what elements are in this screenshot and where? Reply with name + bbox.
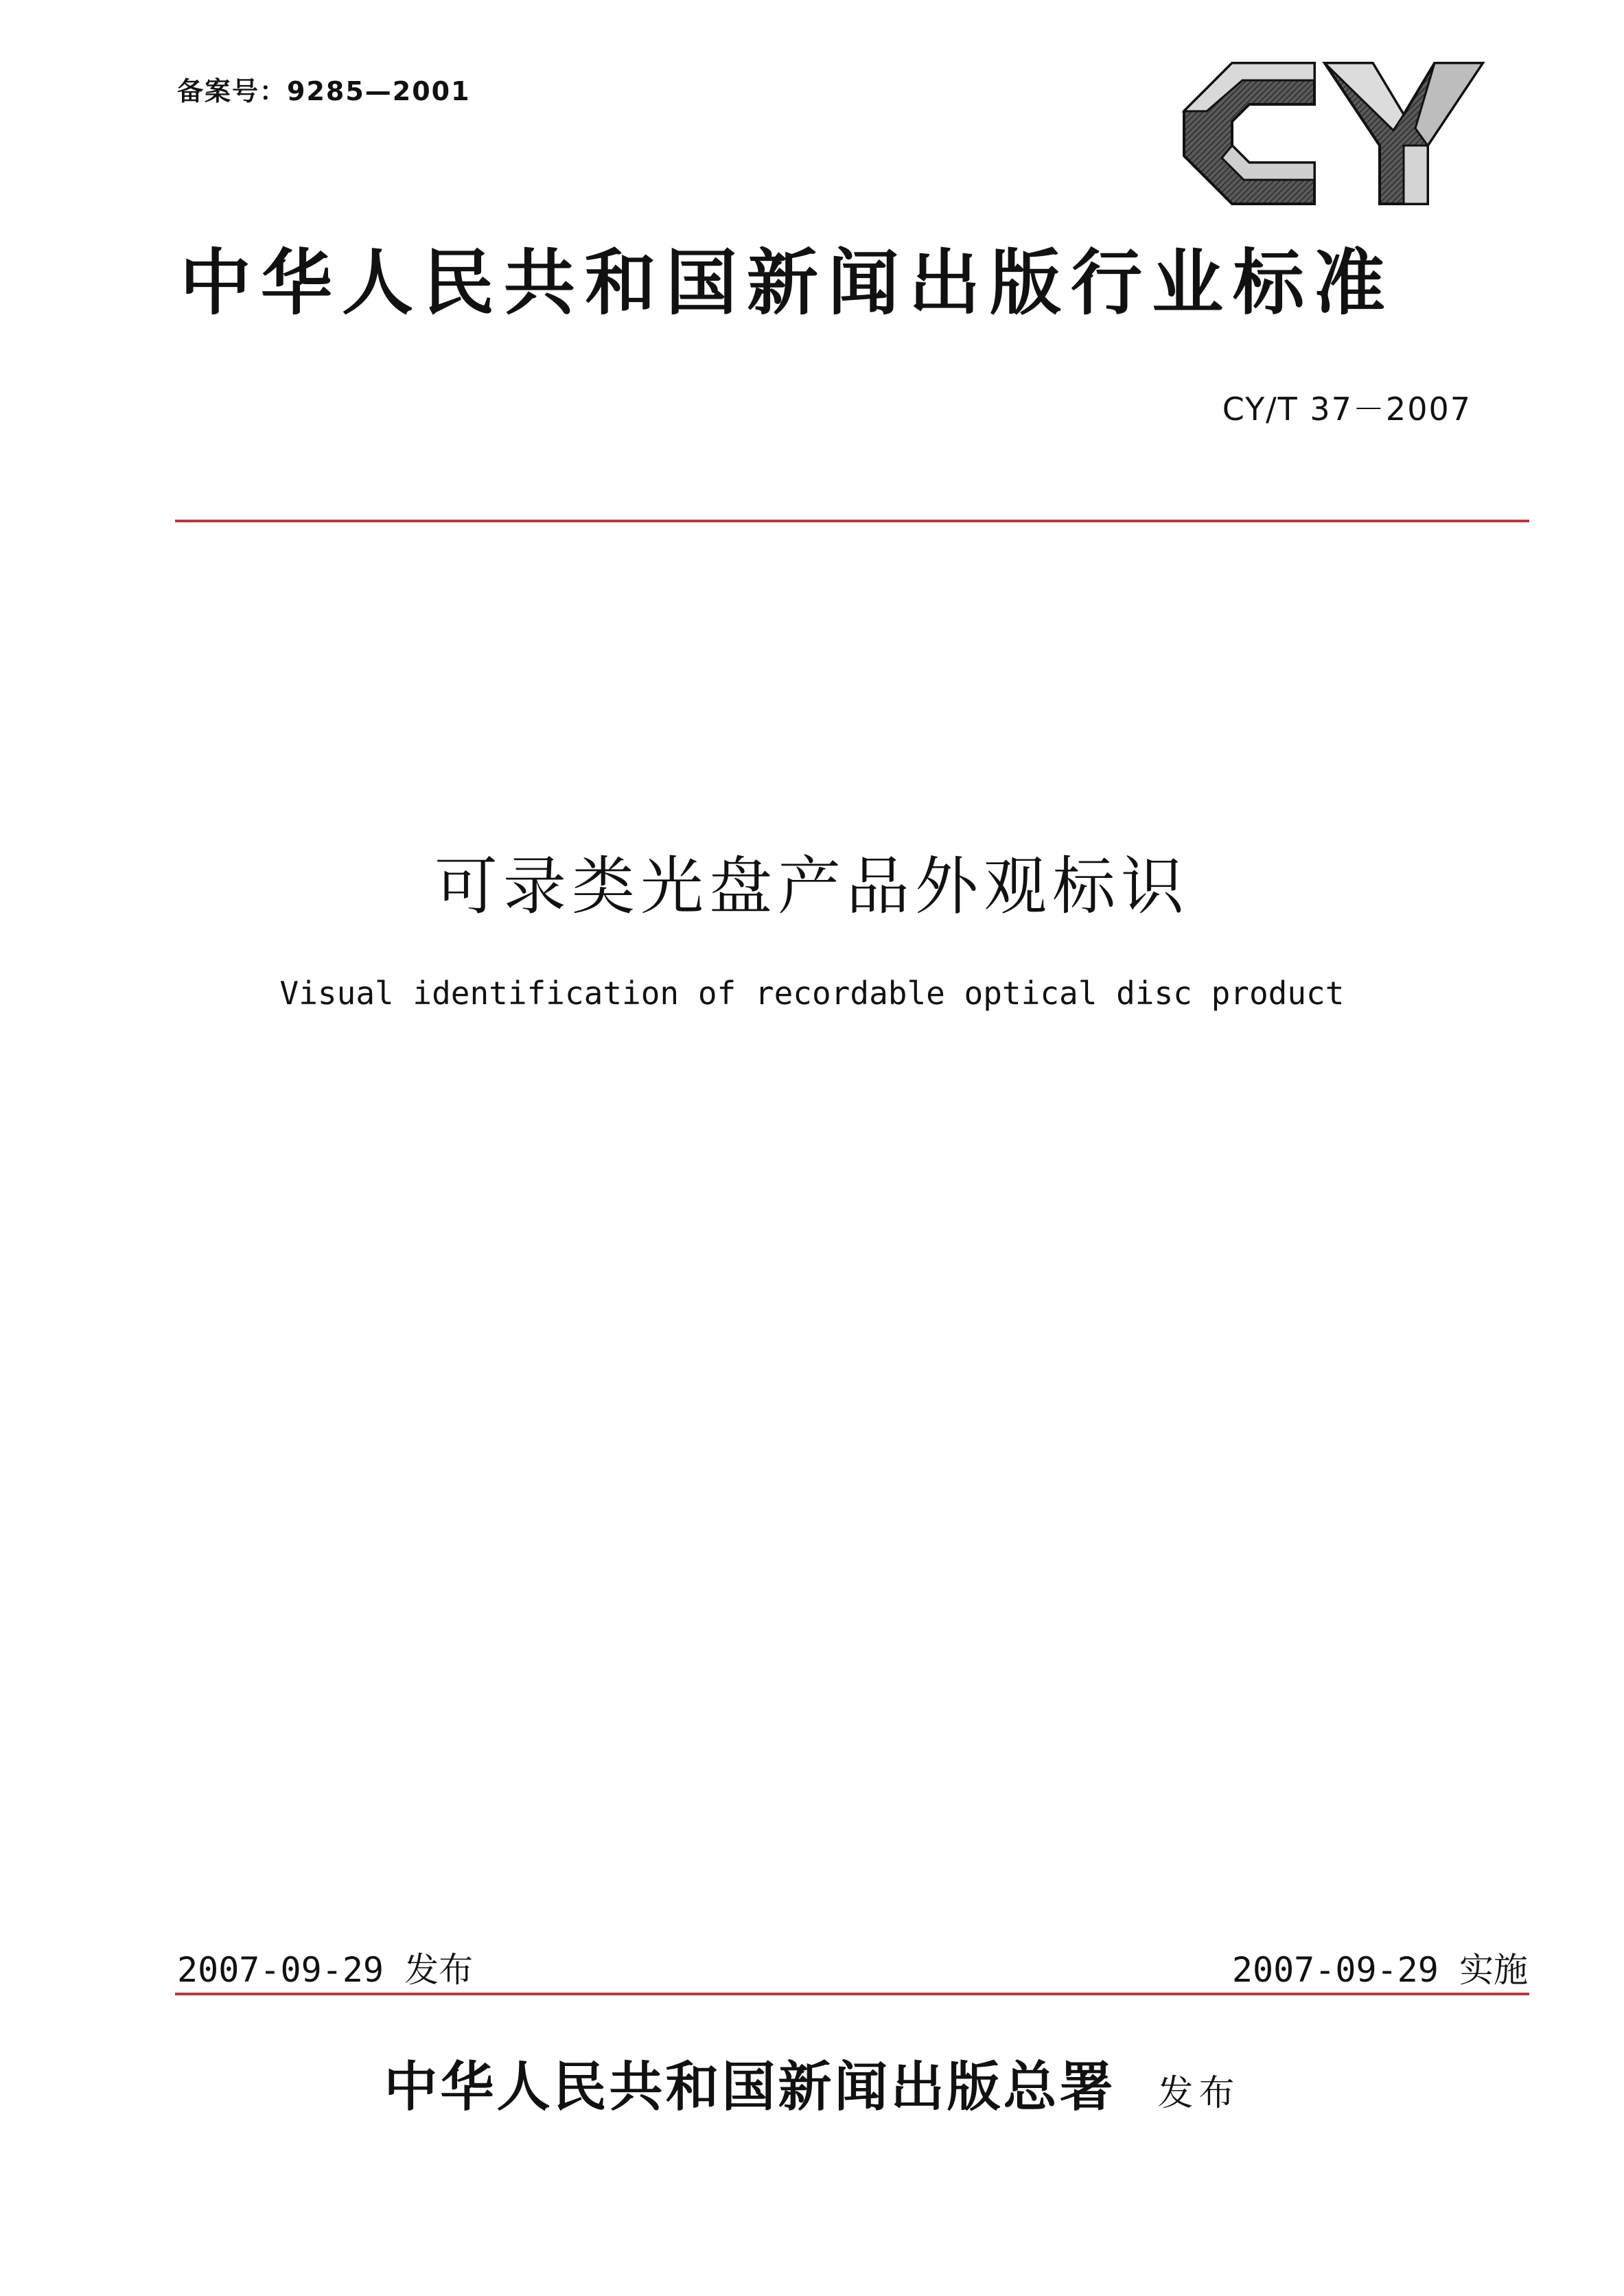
publisher-line	[0, 2044, 1624, 2121]
industry-standard-title: 中华人民共和国新闻出版行业标准	[180, 241, 1395, 325]
record-number: 备案号：9285—2001	[177, 76, 471, 106]
publisher-name: 中华人民共和国新闻出版总署	[384, 2056, 1116, 2118]
logo-letter-c	[1184, 63, 1314, 204]
cy-logo	[1167, 43, 1489, 221]
implementation-date: 2007-09-29 实施	[1231, 1950, 1528, 1990]
document-title: 可录类光盘产品外观标识	[434, 850, 1190, 923]
header-divider	[175, 520, 1529, 522]
footer-divider	[175, 1993, 1529, 1995]
issue-date: 2007-09-29 发布	[177, 1950, 474, 1990]
publish-label: 发布	[1157, 2073, 1240, 2114]
document-subtitle: Visual identification of recordable optical disc product	[279, 975, 1345, 1012]
logo-letter-y	[1325, 63, 1483, 204]
standard-number: CY/T 37－2007	[1222, 391, 1472, 428]
